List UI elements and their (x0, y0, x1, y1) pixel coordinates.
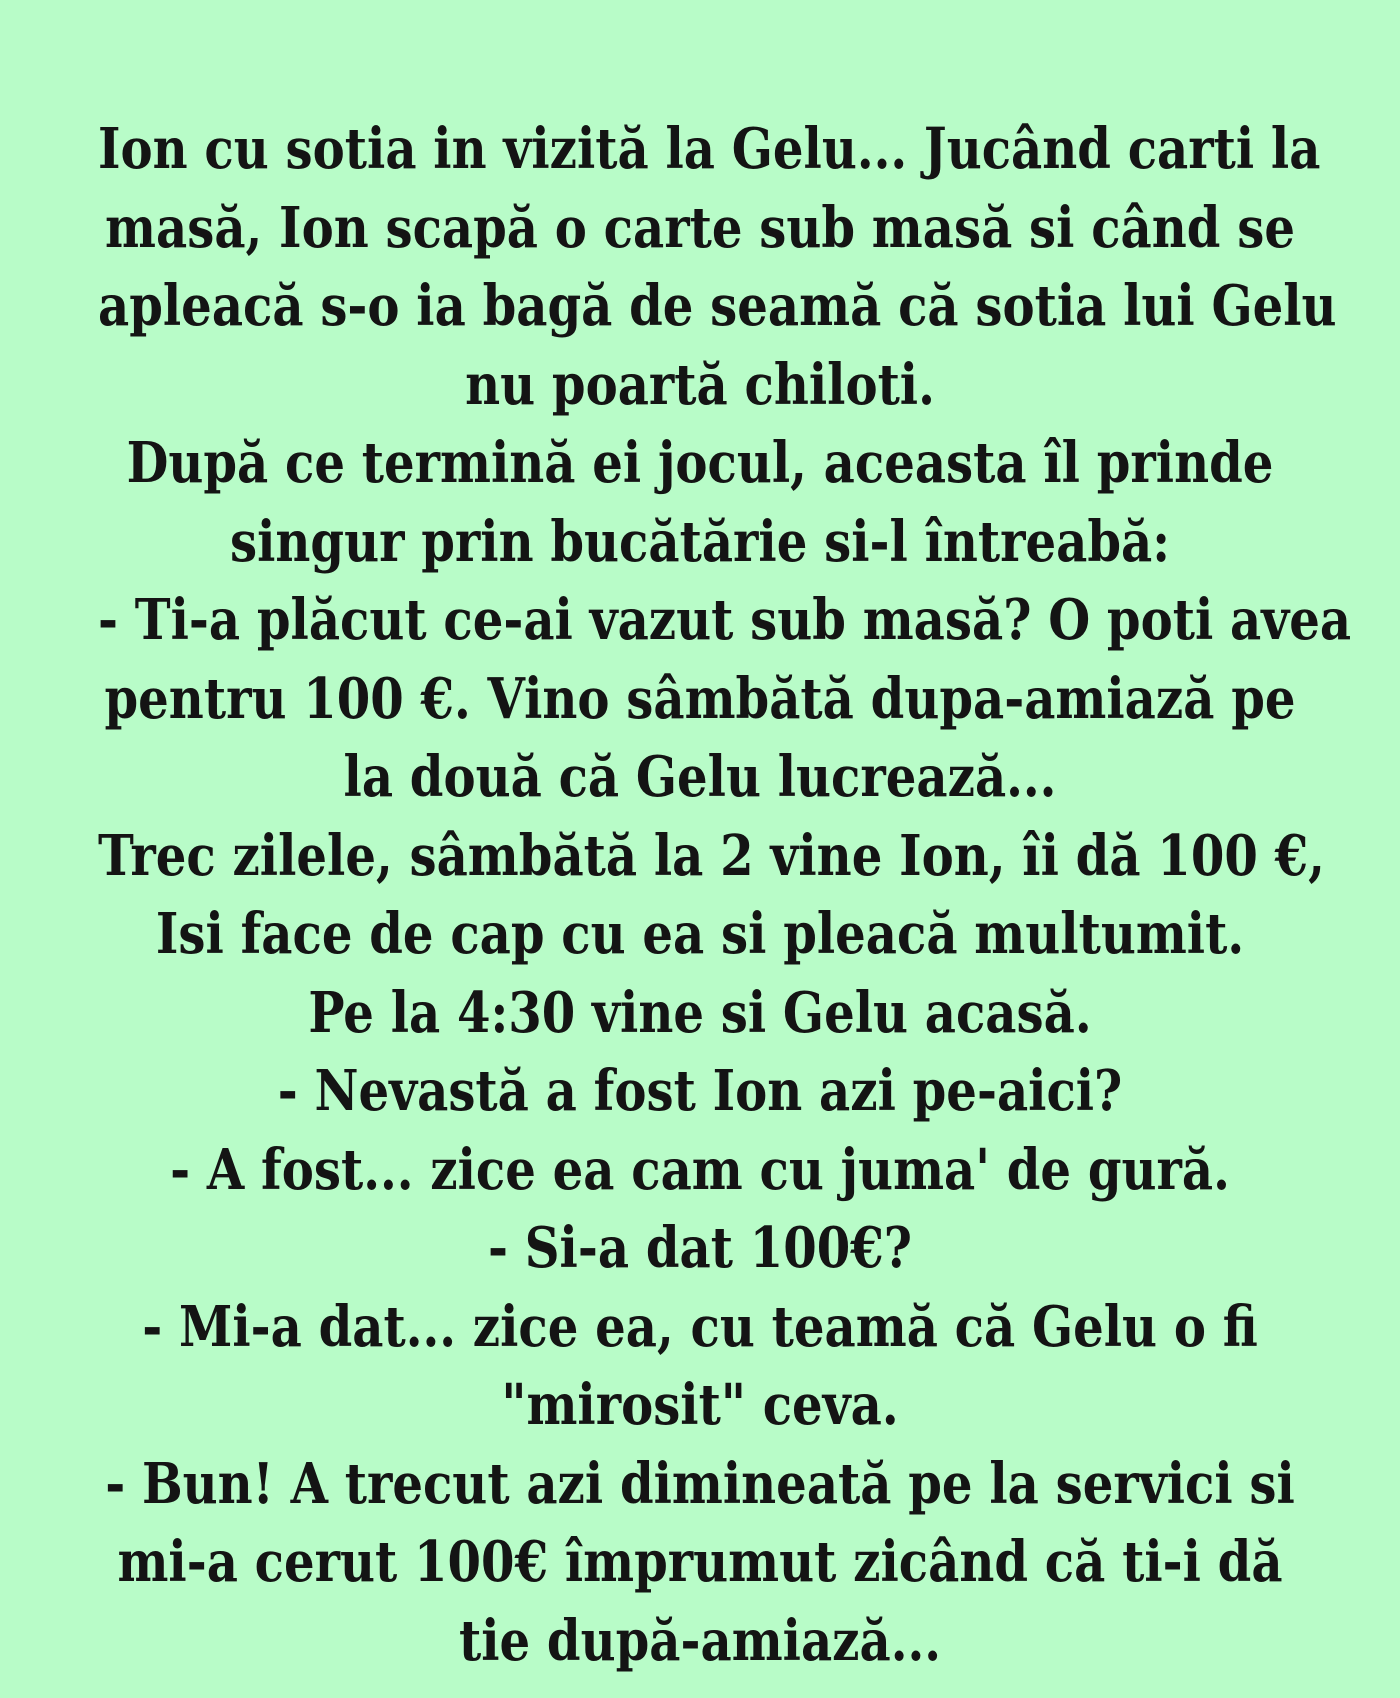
joke-line: - Bun! A trecut azi dimineată pe la servici si (105, 1450, 1295, 1517)
joke-line: Isi face de cap cu ea si pleacă multumit. (155, 901, 1245, 967)
joke-line: Ion cu sotia in vizită la Gelu... Jucând carti la (98, 116, 1321, 182)
joke-line: "mirosit" ceva. (501, 1372, 899, 1438)
joke-line: apleacă s-o ia bagă de seamă că sotia lui Gelu (98, 273, 1337, 339)
joke-line: masă, Ion scapă o carte sub masă si când se (105, 194, 1295, 261)
joke-line: - Ti-a plăcut ce-ai vazut sub masă? O poti avea (98, 587, 1352, 653)
joke-line: pentru 100 €. Vino sâmbătă dupa-amiază pe (104, 665, 1296, 732)
joke-line: tie după-amiază... (458, 1607, 942, 1674)
joke-line: - Mi-a dat... zice ea, cu teamă că Gelu o fi (142, 1293, 1258, 1360)
joke-line: Trec zilele, sâmbătă la 2 vine Ion, îi dă 100 €, (98, 822, 1325, 889)
joke-line: - Nevastă a fost Ion azi pe-aici? (277, 1058, 1123, 1124)
joke-line: - Si-a dat 100€? (488, 1215, 912, 1281)
joke-line: Pe la 4:30 vine si Gelu acasă. (308, 979, 1092, 1046)
joke-line: la două că Gelu lucrează... (343, 744, 1057, 810)
joke-line: mi-a cerut 100€ împrumut zicând că ti-i dă (117, 1529, 1283, 1595)
joke-line: După ce termină ei jocul, aceasta îl prinde (126, 430, 1274, 496)
joke-line: singur prin bucătărie si-l întreabă: (229, 508, 1171, 575)
joke-line: nu poartă chiloti. (465, 351, 935, 418)
joke-line: - A fost... zice ea cam cu juma' de gură. (170, 1136, 1230, 1203)
